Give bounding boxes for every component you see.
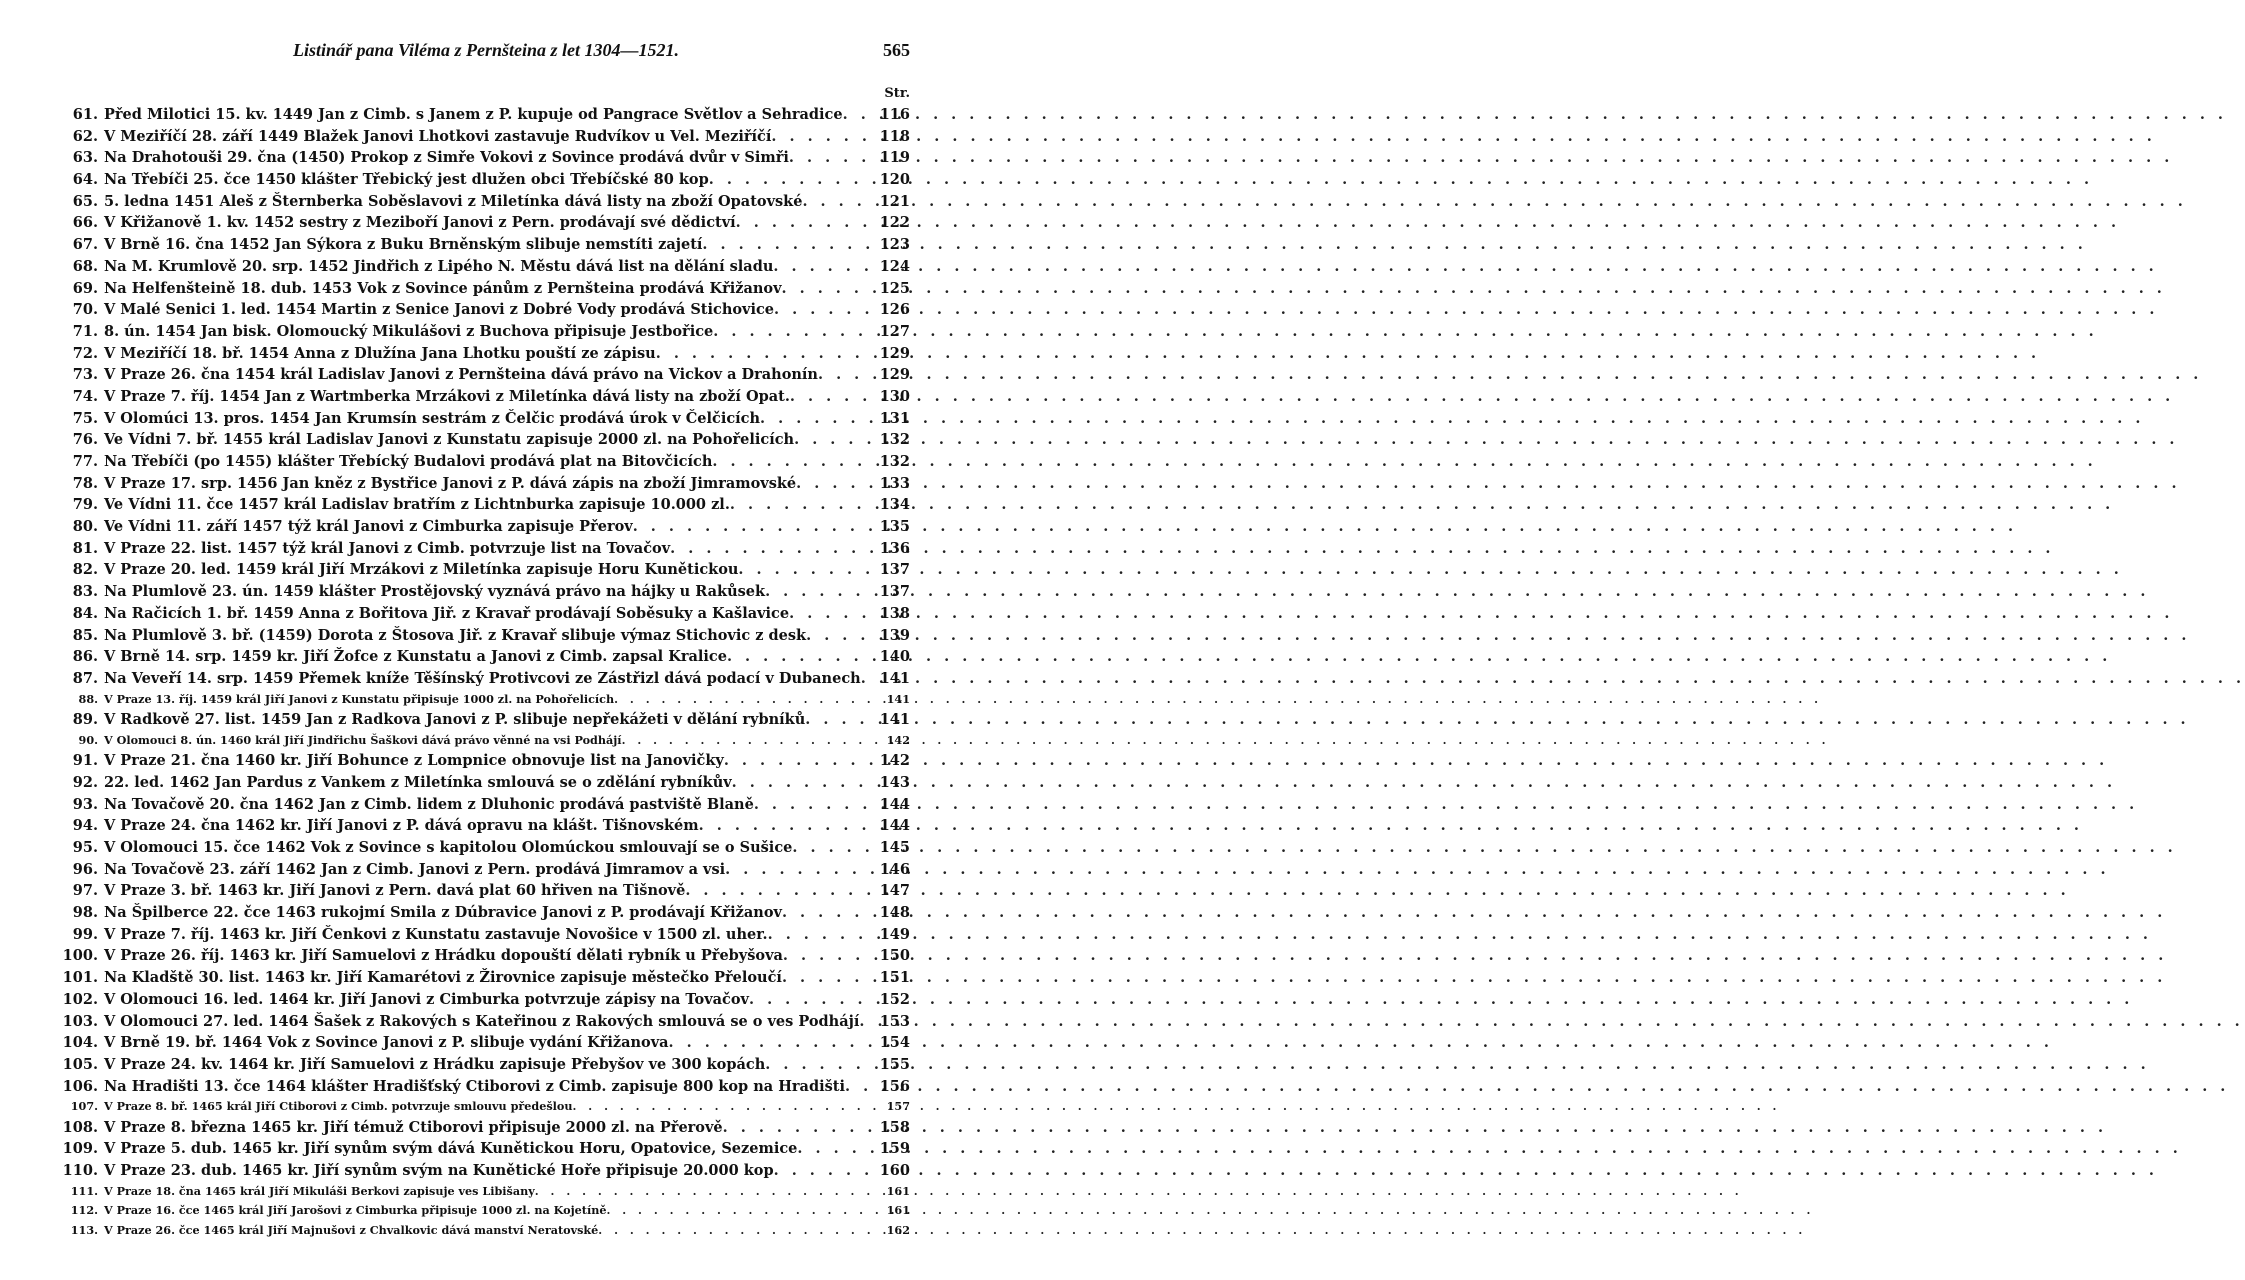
entry-page-number: 130 bbox=[879, 387, 910, 405]
index-entry bbox=[62, 1182, 910, 1202]
entry-text: Na M. Krumlově 20. srp. 1452 Jindřich z Lipého N. Městu dává list na dělání sladu bbox=[104, 257, 774, 275]
entry-number: 113. bbox=[70, 1222, 98, 1237]
entry-number: 66. bbox=[72, 214, 98, 232]
entry-text: V Praze 24. čna 1462 kr. Jiří Janovi z P. dává opravu na klášt. Tišnovském bbox=[104, 817, 699, 835]
dot-leader bbox=[818, 364, 876, 386]
dot-leader bbox=[805, 709, 876, 731]
entry-text: V Olomouci 27. led. 1464 Šašek z Rakových s Kateřinou z Rakových smlouvá se o ves Podhájí bbox=[104, 1012, 860, 1030]
index-entry bbox=[62, 538, 910, 560]
dot-leader bbox=[669, 1032, 876, 1054]
dot-leader bbox=[760, 408, 876, 430]
entry-page-number: 125 bbox=[879, 279, 910, 297]
index-entry bbox=[62, 731, 910, 751]
dot-leader bbox=[845, 1076, 876, 1098]
dot-leader bbox=[806, 625, 876, 647]
dot-leader bbox=[765, 1054, 876, 1076]
index-entry bbox=[62, 581, 910, 603]
dot-leader bbox=[861, 668, 876, 690]
entry-page-number: 144 bbox=[879, 795, 910, 813]
dot-leader bbox=[732, 772, 876, 794]
entry-text: V Praze 21. čna 1460 kr. Jiří Bohunce z Lompnice obnovuje list na Janovičky bbox=[104, 752, 724, 770]
entry-number: 79. bbox=[72, 496, 98, 514]
page-header bbox=[62, 38, 910, 68]
entry-page-number: 134 bbox=[879, 496, 910, 514]
entry-text: V Praze 26. říj. 1463 kr. Jiří Samuelovi z Hrádku dopouští dělati rybník u Přebyšova bbox=[104, 947, 783, 965]
index-entry bbox=[62, 1201, 910, 1221]
entry-number: 90. bbox=[78, 732, 98, 747]
dot-leader bbox=[535, 1182, 876, 1202]
page-number: 565 bbox=[883, 40, 910, 60]
entry-text: V Praze 7. říj. 1454 Jan z Wartmberka Mrzákovi z Miletínka dává listy na zboží Opat. bbox=[104, 387, 790, 405]
entry-text: Ve Vídni 11. září 1457 týž král Janovi z Cimburka zapisuje Přerov bbox=[104, 518, 633, 536]
entry-text: V Praze 26. čna 1454 král Ladislav Janovi z Pernšteina dává právo na Vickov a Drahonín bbox=[104, 366, 818, 384]
entry-page-number: 141 bbox=[879, 669, 910, 687]
entry-number: 108. bbox=[62, 1118, 98, 1136]
entry-number: 91. bbox=[72, 752, 98, 770]
entry-page-number: 126 bbox=[879, 301, 910, 319]
entry-text: V Radkově 27. list. 1459 Jan z Radkova Janovi z P. slibuje nepřekážeti v dělání rybníků bbox=[104, 711, 806, 729]
index-entry bbox=[62, 880, 910, 902]
entry-text: V Olomúci 13. pros. 1454 Jan Krumsín sestrám z Čelčic prodává úrok v Čelčicích bbox=[104, 409, 761, 427]
entry-page-number: 155 bbox=[879, 1055, 910, 1073]
entry-text: V Praze 17. srp. 1456 Jan kněz z Bystřice Janovi z P. dává zápis na zboží Jimramovské bbox=[104, 474, 797, 492]
index-entry bbox=[62, 709, 910, 731]
index-entry bbox=[62, 1054, 910, 1076]
entry-page-number: 138 bbox=[879, 604, 910, 622]
index-entry bbox=[62, 278, 910, 300]
entry-text: Na Helfenšteině 18. dub. 1453 Vok z Sovince pánům z Pernšteina prodává Křižanov bbox=[104, 279, 782, 297]
index-entry bbox=[62, 1138, 910, 1160]
entry-page-number: 161 bbox=[886, 1203, 910, 1218]
entry-page-number: 127 bbox=[879, 322, 910, 340]
entry-page-number: 132 bbox=[879, 431, 910, 449]
index-entry bbox=[62, 212, 910, 234]
entry-text: V Praze 3. bř. 1463 kr. Jiří Janovi z Pern. davá plat 60 hřiven na Tišnově bbox=[104, 882, 686, 900]
entry-text: V Praze 26. čce 1465 král Jiří Majnušovi z Chvalkovic dává manství Neratovské bbox=[104, 1222, 599, 1237]
index-entry bbox=[62, 494, 910, 516]
entry-text: Na Hradišti 13. čce 1464 klášter Hradišťský Ctiborovi z Cimb. zapisuje 800 kop na Hradišti bbox=[104, 1077, 845, 1095]
entry-text: V Praze 16. čce 1465 král Jiří Jarošovi z Cimburka připisuje 1000 zl. na Kojetíně bbox=[104, 1203, 607, 1218]
dot-leader bbox=[843, 104, 876, 126]
entry-page-number: 133 bbox=[879, 474, 910, 492]
index-entry bbox=[62, 690, 910, 710]
entry-number: 77. bbox=[72, 453, 98, 470]
dot-leader bbox=[790, 386, 876, 408]
entry-page-number: 147 bbox=[879, 882, 910, 900]
entry-number: 99. bbox=[72, 925, 98, 943]
dot-leader bbox=[773, 256, 876, 278]
dot-leader bbox=[754, 794, 876, 816]
entry-text: Na Špilberce 22. čce 1463 rukojmí Smila z Dúbravice Janovi z P. prodávají Křižanov bbox=[104, 904, 782, 922]
entry-page-number: 136 bbox=[879, 539, 910, 557]
entry-page-number: 143 bbox=[879, 773, 910, 791]
entry-number: 82. bbox=[72, 561, 98, 579]
entry-number: 86. bbox=[72, 648, 98, 666]
entry-text: 22. led. 1462 Jan Pardus z Vankem z Miletínka smlouvá se o zdělání rybníkův bbox=[104, 773, 732, 791]
entry-page-number: 123 bbox=[879, 236, 910, 254]
entry-number: 78. bbox=[72, 474, 98, 492]
dot-leader bbox=[736, 212, 876, 234]
entry-page-number: 118 bbox=[879, 127, 910, 145]
entry-page-number: 142 bbox=[879, 752, 910, 770]
entry-text: Na Tovačově 20. čna 1462 Jan z Cimb. lidem z Dluhonic prodává pastviště Blaně bbox=[104, 795, 754, 813]
index-entry bbox=[62, 815, 910, 837]
entry-number: 75. bbox=[72, 409, 98, 427]
entry-page-number: 145 bbox=[879, 839, 910, 856]
index-entry bbox=[62, 989, 910, 1011]
entry-text: V Meziříčí 28. září 1449 Blažek Janovi Lhotkovi zastavuje Rudvíkov u Vel. Meziříčí bbox=[104, 127, 772, 145]
dot-leader bbox=[738, 559, 876, 581]
entry-text: Na Račicích 1. bř. 1459 Anna z Bořitova Jiř. z Kravař prodávají Soběsuky a Kašlavice bbox=[104, 604, 790, 622]
index-entry bbox=[62, 603, 910, 625]
entry-text: V Praze 13. říj. 1459 král Jiří Janovi z Kunstatu připisuje 1000 zl. na Pohořelicích bbox=[104, 691, 615, 706]
entry-page-number: 157 bbox=[886, 1099, 910, 1114]
entry-text: Ve Vídni 7. bř. 1455 král Ladislav Janovi z Kunstatu zapisuje 2000 zl. na Pohořelicích bbox=[104, 431, 795, 449]
dot-leader bbox=[699, 815, 876, 837]
entry-text: V Malé Senici 1. led. 1454 Martin z Senice Janovi z Dobré Vody prodává Stichovice bbox=[104, 301, 775, 319]
entry-text: V Brně 14. srp. 1459 kr. Jiří Žofce z Kunstatu a Janovi z Cimb. zapsal Kralice bbox=[104, 648, 727, 666]
entry-page-number: 120 bbox=[879, 171, 910, 189]
entry-page-number: 129 bbox=[879, 344, 910, 362]
dot-leader bbox=[797, 1138, 876, 1160]
entry-page-number: 129 bbox=[879, 366, 910, 384]
dot-leader bbox=[656, 343, 876, 365]
index-entry bbox=[62, 625, 910, 647]
index-entry bbox=[62, 1011, 910, 1033]
entry-number: 84. bbox=[72, 604, 98, 622]
index-entry bbox=[62, 1097, 910, 1117]
index-entry bbox=[62, 451, 910, 473]
index-entry bbox=[62, 772, 910, 794]
entry-page-number: 148 bbox=[879, 904, 910, 922]
dot-leader bbox=[796, 473, 876, 495]
dot-leader bbox=[727, 646, 876, 668]
entry-number: 65. bbox=[72, 192, 98, 210]
entry-text: V Praze 7. říj. 1463 kr. Jiří Čenkovi z Kunstatu zastavuje Novošice v 1500 zl. uher. bbox=[104, 925, 768, 943]
entry-number: 81. bbox=[72, 539, 98, 557]
entry-number: 106. bbox=[62, 1077, 98, 1095]
entry-text: V Praze 22. list. 1457 týž král Janovi z Cimb. potvrzuje list na Tovačov bbox=[104, 539, 671, 557]
index-entry bbox=[62, 967, 910, 989]
entry-number: 111. bbox=[70, 1183, 98, 1198]
index-entry bbox=[62, 859, 910, 881]
entry-text: Na Veveří 14. srp. 1459 Přemek kníže Těšínský Protivcovi ze Zástřizl dává podací v Dubanech bbox=[104, 669, 861, 687]
index-entry bbox=[62, 234, 910, 256]
entry-page-number: 141 bbox=[886, 691, 910, 706]
index-entry bbox=[62, 902, 910, 924]
entry-number: 62. bbox=[72, 127, 98, 145]
dot-leader bbox=[774, 299, 876, 321]
index-entry bbox=[62, 794, 910, 816]
entry-number: 67. bbox=[72, 236, 98, 254]
index-entry bbox=[62, 256, 910, 278]
dot-leader bbox=[783, 945, 876, 967]
dot-leader bbox=[598, 1221, 876, 1241]
dot-leader bbox=[782, 967, 876, 989]
index-entry bbox=[62, 408, 910, 430]
dot-leader bbox=[713, 321, 876, 343]
entry-number: 96. bbox=[72, 860, 98, 878]
entry-number: 63. bbox=[72, 149, 98, 167]
index-entry bbox=[62, 386, 910, 408]
entry-text: V Brně 16. čna 1452 Jan Sýkora z Buku Brněnským slibuje nemstíti zajetí bbox=[104, 236, 703, 254]
index-entry bbox=[62, 126, 910, 148]
index-entry bbox=[62, 1032, 910, 1054]
entry-number: 89. bbox=[72, 711, 98, 729]
entry-text: Před Milotici 15. kv. 1449 Jan z Cimb. s Janem z P. kupuje od Pangrace Světlov a Sehradice bbox=[104, 106, 843, 123]
dot-leader bbox=[765, 581, 876, 603]
entry-number: 103. bbox=[62, 1012, 98, 1030]
entry-number: 101. bbox=[62, 969, 98, 987]
dot-leader bbox=[573, 1097, 877, 1117]
entry-number: 61. bbox=[72, 106, 98, 123]
index-entry bbox=[62, 364, 910, 386]
dot-leader bbox=[670, 538, 876, 560]
entry-text: V Praze 24. kv. 1464 kr. Jiří Samuelovi z Hrádku zapisuje Přebyšov ve 300 kopách bbox=[104, 1055, 766, 1073]
entry-number: 69. bbox=[72, 279, 98, 297]
entry-number: 85. bbox=[72, 626, 98, 644]
entry-page-number: 146 bbox=[879, 860, 910, 878]
entry-page-number: 144 bbox=[879, 817, 910, 835]
index-entry bbox=[62, 559, 910, 581]
index-entry bbox=[62, 646, 910, 668]
entry-number: 73. bbox=[72, 366, 98, 384]
entry-text: Na Drahotouši 29. čna (1450) Prokop z Simře Vokovi z Sovince prodává dvůr v Simři bbox=[104, 149, 789, 167]
entry-number: 98. bbox=[72, 904, 98, 922]
entry-page-number: 159 bbox=[879, 1140, 910, 1158]
index-entry bbox=[62, 343, 910, 365]
index-entry bbox=[62, 516, 910, 538]
entry-page-number: 158 bbox=[879, 1118, 910, 1136]
entry-text: V Olomouci 8. ún. 1460 král Jiří Jindřichu Šaškovi dává právo věnné na vsi Podhájí bbox=[104, 732, 622, 747]
entry-text: Na Kladště 30. list. 1463 kr. Jiří Kamarétovi z Žirovnice zapisuje městečko Přeloučí bbox=[104, 969, 782, 987]
entry-text: 5. ledna 1451 Aleš z Šternberka Soběslavovi z Miletínka dává listy na zboží Opatovské bbox=[104, 192, 803, 210]
dot-leader bbox=[709, 169, 876, 191]
entry-number: 74. bbox=[72, 387, 98, 405]
dot-leader bbox=[782, 278, 877, 300]
index-entry bbox=[62, 668, 910, 690]
index-entry bbox=[62, 104, 910, 126]
entry-text: Na Plumlově 23. ún. 1459 klášter Prostějovský vyznává právo na hájky u Rakůsek bbox=[104, 583, 766, 601]
dot-leader bbox=[794, 429, 876, 451]
entry-number: 109. bbox=[62, 1140, 98, 1158]
dot-leader bbox=[782, 902, 876, 924]
entry-number: 100. bbox=[62, 947, 98, 965]
entry-page-number: 156 bbox=[879, 1077, 910, 1095]
entry-number: 110. bbox=[62, 1162, 98, 1180]
entry-text: V Praze 20. led. 1459 král Jiří Mrzákovi z Miletínka zapisuje Horu Kunětickou bbox=[104, 561, 739, 579]
entry-number: 70. bbox=[72, 301, 98, 319]
index-entry bbox=[62, 1076, 910, 1098]
entry-number: 107. bbox=[70, 1099, 98, 1114]
entry-page-number: 137 bbox=[879, 561, 910, 579]
entry-text: V Křižanově 1. kv. 1452 sestry z Meziboří Janovi z Pern. prodávají své dědictví bbox=[104, 214, 736, 232]
entry-number: 93. bbox=[72, 795, 98, 813]
index-entries-list bbox=[62, 104, 910, 1240]
dot-leader bbox=[774, 1160, 876, 1182]
index-entry bbox=[62, 299, 910, 321]
entry-text: V Praze 8. března 1465 kr. Jiří témuž Ctiborovi připisuje 2000 zl. na Přerově bbox=[104, 1118, 723, 1136]
entry-page-number: 160 bbox=[879, 1162, 910, 1180]
dot-leader bbox=[802, 191, 876, 213]
dot-leader bbox=[723, 1117, 876, 1139]
entry-number: 92. bbox=[72, 773, 98, 791]
index-entry bbox=[62, 924, 910, 946]
index-entry bbox=[62, 429, 910, 451]
entry-page-number: 162 bbox=[886, 1222, 910, 1237]
entry-text: V Meziříčí 18. bř. 1454 Anna z Dlužína Jana Lhotku pouští ze zápisu bbox=[104, 344, 656, 362]
entry-number: 83. bbox=[72, 583, 98, 601]
entry-text: Na Tovačově 23. září 1462 Jan z Cimb. Janovi z Pern. prodává Jimramov a vsi bbox=[104, 860, 726, 878]
entry-page-number: 119 bbox=[879, 149, 910, 167]
entry-page-number: 124 bbox=[879, 257, 910, 275]
entry-number: 87. bbox=[72, 669, 98, 687]
entry-page-number: 140 bbox=[879, 648, 910, 666]
entry-page-number: 122 bbox=[879, 214, 910, 232]
entry-text: Na Třebíči (po 1455) klášter Třebícký Budalovi prodává plat na Bitovčicích bbox=[104, 453, 713, 470]
entry-number: 72. bbox=[72, 344, 98, 362]
index-entry bbox=[62, 321, 910, 343]
index-entry bbox=[62, 945, 910, 967]
entry-number: 97. bbox=[72, 882, 98, 900]
entry-number: 95. bbox=[72, 839, 98, 856]
entry-number: 71. bbox=[72, 322, 98, 340]
dot-leader bbox=[685, 880, 876, 902]
entry-number: 102. bbox=[62, 990, 98, 1008]
dot-leader bbox=[633, 516, 876, 538]
entry-text: Na Plumlově 3. bř. (1459) Dorota z Štosova Jiř. z Kravař slibuje výmaz Stichovic z desk bbox=[104, 626, 807, 644]
index-entry bbox=[62, 169, 910, 191]
entry-text: V Praze 18. čna 1465 král Jiří Mikuláši Berkovi zapisuje ves Libišany bbox=[104, 1183, 535, 1198]
entry-number: 94. bbox=[72, 817, 98, 835]
running-title: Listinář pana Viléma z Pernšteina z let 1304—1521. bbox=[292, 40, 680, 60]
entry-page-number: 151 bbox=[879, 969, 910, 987]
index-entry bbox=[62, 191, 910, 213]
dot-leader bbox=[768, 924, 876, 946]
entry-page-number: 139 bbox=[879, 626, 910, 644]
entry-page-number: 131 bbox=[879, 409, 910, 427]
index-entry bbox=[62, 750, 910, 772]
dot-leader bbox=[792, 837, 876, 859]
entry-page-number: 132 bbox=[879, 453, 910, 470]
entry-page-number: 153 bbox=[879, 1012, 910, 1030]
dot-leader bbox=[771, 126, 876, 148]
index-entry bbox=[62, 1117, 910, 1139]
index-entry bbox=[62, 837, 910, 859]
entry-page-number: 141 bbox=[879, 711, 910, 729]
dot-leader bbox=[724, 750, 876, 772]
entry-text: 8. ún. 1454 Jan bisk. Olomoucký Mikulášovi z Buchova připisuje Jestbořice bbox=[104, 322, 714, 340]
entry-page-number: 154 bbox=[879, 1034, 910, 1052]
entry-text: V Olomouci 15. čce 1462 Vok z Sovince s kapitolou Olomúckou smlouvají se o Sušice bbox=[104, 839, 793, 856]
dot-leader bbox=[606, 1201, 876, 1221]
dot-leader bbox=[702, 234, 876, 256]
entry-number: 76. bbox=[72, 431, 98, 449]
entry-text: V Brně 19. bř. 1464 Vok z Sovince Janovi z P. slibuje vydání Křižanova bbox=[104, 1034, 669, 1052]
index-entry bbox=[62, 147, 910, 169]
entry-number: 68. bbox=[72, 257, 98, 275]
entry-text: V Praze 23. dub. 1465 kr. Jiří synům svým na Kunětické Hoře připisuje 20.000 kop bbox=[104, 1162, 774, 1180]
entry-number: 80. bbox=[72, 518, 98, 536]
dot-leader bbox=[622, 731, 876, 751]
entry-number: 104. bbox=[62, 1034, 98, 1052]
entry-page-number: 135 bbox=[879, 518, 910, 536]
index-entry bbox=[62, 473, 910, 495]
page-column-label: Str. bbox=[884, 86, 910, 101]
entry-number: 88. bbox=[78, 691, 98, 706]
entry-page-number: 149 bbox=[879, 925, 910, 943]
dot-leader bbox=[749, 989, 876, 1011]
dot-leader bbox=[789, 147, 876, 169]
entry-page-number: 161 bbox=[886, 1183, 910, 1198]
entry-text: Na Třebíči 25. čce 1450 klášter Třebický jest dlužen obci Třebíčské 80 kop bbox=[104, 171, 709, 189]
entry-page-number: 121 bbox=[879, 192, 910, 210]
entry-number: 105. bbox=[62, 1055, 98, 1073]
entry-page-number: 150 bbox=[879, 947, 910, 965]
entry-page-number: 116 bbox=[879, 106, 910, 123]
index-entry bbox=[62, 1160, 910, 1182]
dot-leader bbox=[712, 451, 876, 473]
entry-text: Ve Vídni 11. čce 1457 král Ladislav bratřím z Lichtnburka zapisuje 10.000 zl. bbox=[104, 496, 730, 514]
entry-text: V Praze 5. dub. 1465 kr. Jiří synům svým dává Kunětickou Horu, Opatovice, Sezemice bbox=[104, 1140, 798, 1158]
entry-page-number: 142 bbox=[886, 732, 910, 747]
entry-number: 112. bbox=[70, 1203, 98, 1218]
index-entry bbox=[62, 1221, 910, 1241]
entry-page-number: 137 bbox=[879, 583, 910, 601]
entry-text: V Olomouci 16. led. 1464 kr. Jiří Janovi z Cimburka potvrzuje zápisy na Tovačov bbox=[104, 990, 749, 1008]
entry-text: V Praze 8. bř. 1465 král Jiří Ctiborovi z Cimb. potvrzuje smlouvu předešlou bbox=[104, 1099, 573, 1114]
entry-number: 64. bbox=[72, 171, 98, 189]
dot-leader bbox=[730, 494, 876, 516]
document-page bbox=[0, 0, 960, 1280]
dot-leader bbox=[859, 1011, 876, 1033]
dot-leader bbox=[789, 603, 876, 625]
dot-leader bbox=[614, 690, 876, 710]
entry-page-number: 152 bbox=[879, 990, 910, 1008]
dot-leader bbox=[725, 859, 876, 881]
